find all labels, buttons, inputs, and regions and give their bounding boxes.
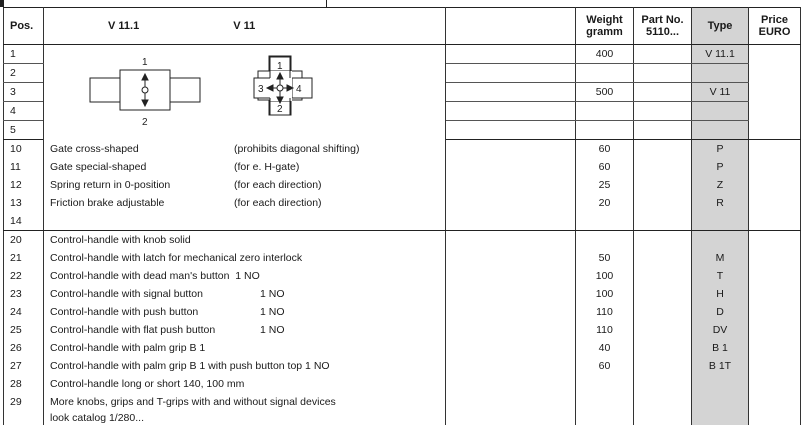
right-label-right: 4 bbox=[296, 84, 302, 95]
desc-cell bbox=[44, 176, 446, 194]
right-label-left: 3 bbox=[258, 84, 264, 95]
price-cell bbox=[749, 267, 801, 285]
pos-cell: 24 bbox=[4, 303, 44, 321]
contact-spec: 1 NO bbox=[260, 288, 285, 300]
desc-text: Control-handle with knob solid bbox=[50, 234, 191, 246]
price-cell bbox=[749, 393, 801, 411]
price-cell bbox=[749, 249, 801, 267]
weight-cell: 60 bbox=[576, 158, 634, 176]
price-cell bbox=[749, 64, 801, 83]
header-price bbox=[749, 8, 801, 45]
weight-cell: 400 bbox=[576, 45, 634, 64]
table-row bbox=[4, 158, 801, 176]
gate-diagram bbox=[50, 45, 440, 149]
table-row bbox=[4, 285, 801, 303]
part-cell bbox=[634, 212, 692, 231]
pos-cell: 11 bbox=[4, 158, 44, 176]
table-row bbox=[4, 267, 801, 285]
price-cell bbox=[749, 303, 801, 321]
part-cell bbox=[634, 267, 692, 285]
weight-cell bbox=[576, 121, 634, 140]
desc-cell bbox=[44, 249, 446, 267]
desc-cell bbox=[44, 321, 446, 339]
type-cell bbox=[692, 212, 749, 231]
desc-note: (for e. H-gate) bbox=[234, 161, 300, 173]
pos-cell: 22 bbox=[4, 267, 44, 285]
type-cell: B 1T bbox=[692, 357, 749, 375]
pos-cell: 5 bbox=[4, 121, 44, 140]
price-cell bbox=[749, 194, 801, 212]
type-cell: D bbox=[692, 303, 749, 321]
table-row bbox=[4, 45, 801, 64]
pos-cell bbox=[4, 411, 44, 425]
pos-cell: 26 bbox=[4, 339, 44, 357]
pos-cell: 25 bbox=[4, 321, 44, 339]
header-type: Type bbox=[692, 8, 749, 45]
header-pos: Pos. bbox=[4, 8, 44, 45]
pos-cell: 3 bbox=[4, 83, 44, 102]
part-cell bbox=[634, 45, 692, 64]
pos-cell: 21 bbox=[4, 249, 44, 267]
price-cell bbox=[749, 45, 801, 64]
type-cell bbox=[692, 375, 749, 393]
pos-cell: 4 bbox=[4, 102, 44, 121]
desc-note: (for each direction) bbox=[234, 197, 322, 209]
desc-cell bbox=[44, 194, 446, 212]
contact-spec: 1 NO bbox=[235, 270, 260, 282]
pos-cell: 28 bbox=[4, 375, 44, 393]
type-cell: R bbox=[692, 194, 749, 212]
desc-cell bbox=[44, 285, 446, 303]
weight-cell: 40 bbox=[576, 339, 634, 357]
desc-text: Spring return in 0-position bbox=[50, 179, 171, 191]
weight-cell: 500 bbox=[576, 83, 634, 102]
table-row bbox=[4, 393, 801, 411]
pos-cell: 1 bbox=[4, 45, 44, 64]
table-row bbox=[4, 321, 801, 339]
header-part-no bbox=[634, 8, 692, 45]
part-cell bbox=[634, 231, 692, 250]
header-part-line2: 5110... bbox=[645, 26, 680, 38]
part-cell bbox=[634, 158, 692, 176]
pos-cell: 29 bbox=[4, 393, 44, 411]
desc-cell bbox=[44, 357, 446, 375]
desc-text: More knobs, grips and T-grips with and without signal devices bbox=[50, 396, 336, 408]
price-cell bbox=[749, 121, 801, 140]
pos-cell: 20 bbox=[4, 231, 44, 250]
weight-cell: 50 bbox=[576, 249, 634, 267]
price-cell bbox=[749, 83, 801, 102]
weight-cell bbox=[576, 212, 634, 231]
header-model-v11: V 11 bbox=[233, 20, 256, 32]
header-row bbox=[4, 8, 801, 45]
weight-cell bbox=[576, 411, 634, 425]
part-cell bbox=[634, 194, 692, 212]
price-cell bbox=[749, 285, 801, 303]
header-models bbox=[44, 8, 446, 45]
type-cell: Z bbox=[692, 176, 749, 194]
part-cell bbox=[634, 303, 692, 321]
type-cell: P bbox=[692, 140, 749, 159]
header-price-line1: Price bbox=[761, 14, 788, 26]
contact-spec: 1 NO bbox=[260, 324, 285, 336]
part-cell bbox=[634, 176, 692, 194]
weight-cell bbox=[576, 102, 634, 121]
type-cell bbox=[692, 411, 749, 425]
weight-cell: 60 bbox=[576, 357, 634, 375]
type-cell: V 11.1 bbox=[692, 45, 749, 64]
right-label-top: 1 bbox=[277, 61, 283, 72]
table-row bbox=[4, 249, 801, 267]
weight-cell: 100 bbox=[576, 285, 634, 303]
desc-text: Control-handle with push button bbox=[50, 306, 199, 318]
pos-cell: 12 bbox=[4, 176, 44, 194]
pos-cell: 2 bbox=[4, 64, 44, 83]
table-row bbox=[4, 194, 801, 212]
type-cell: M bbox=[692, 249, 749, 267]
weight-cell: 110 bbox=[576, 321, 634, 339]
price-cell bbox=[749, 231, 801, 250]
header-price-line2: EURO bbox=[758, 26, 791, 38]
desc-text: Control-handle long or short 140, 100 mm bbox=[50, 378, 245, 390]
desc-cell bbox=[44, 267, 446, 285]
part-cell bbox=[634, 357, 692, 375]
part-cell bbox=[634, 321, 692, 339]
pos-cell: 14 bbox=[4, 212, 44, 231]
desc-cell bbox=[44, 393, 446, 411]
weight-cell bbox=[576, 231, 634, 250]
part-cell bbox=[634, 64, 692, 83]
header-blank bbox=[446, 8, 576, 45]
desc-cell bbox=[44, 158, 446, 176]
gate-diagram-cell bbox=[44, 45, 446, 140]
desc-text: Friction brake adjustable bbox=[50, 197, 165, 209]
type-cell: T bbox=[692, 267, 749, 285]
pos-cell: 10 bbox=[4, 140, 44, 159]
price-cell bbox=[749, 321, 801, 339]
table-row bbox=[4, 339, 801, 357]
desc-text: Control-handle with palm grip B 1 with push button top 1 NO bbox=[50, 360, 330, 372]
options-table bbox=[3, 7, 801, 425]
desc-cell bbox=[44, 231, 446, 250]
top-border-strip bbox=[0, 0, 802, 7]
type-cell: DV bbox=[692, 321, 749, 339]
left-label-top: 1 bbox=[142, 57, 148, 68]
type-cell bbox=[692, 231, 749, 250]
pos-cell: 27 bbox=[4, 357, 44, 375]
part-cell bbox=[634, 285, 692, 303]
header-model-v11-1: V 11.1 bbox=[108, 20, 140, 32]
desc-cell bbox=[44, 212, 446, 231]
table-row bbox=[4, 303, 801, 321]
weight-cell: 60 bbox=[576, 140, 634, 159]
pos-cell: 13 bbox=[4, 194, 44, 212]
weight-cell bbox=[576, 393, 634, 411]
type-cell: H bbox=[692, 285, 749, 303]
price-cell bbox=[749, 140, 801, 159]
table-row bbox=[4, 375, 801, 393]
weight-cell: 100 bbox=[576, 267, 634, 285]
header-weight bbox=[576, 8, 634, 45]
price-cell bbox=[749, 339, 801, 357]
price-cell bbox=[749, 357, 801, 375]
desc-text: Control-handle with palm grip B 1 bbox=[50, 342, 206, 354]
weight-cell bbox=[576, 375, 634, 393]
part-cell bbox=[634, 121, 692, 140]
table-row bbox=[4, 212, 801, 231]
desc-cell bbox=[44, 339, 446, 357]
desc-note: (prohibits diagonal shifting) bbox=[234, 142, 360, 155]
type-cell bbox=[692, 393, 749, 411]
left-label-bottom: 2 bbox=[142, 117, 148, 128]
price-cell bbox=[749, 102, 801, 121]
weight-cell: 110 bbox=[576, 303, 634, 321]
part-cell bbox=[634, 393, 692, 411]
type-cell bbox=[692, 102, 749, 121]
part-cell bbox=[634, 249, 692, 267]
right-label-bottom: 2 bbox=[277, 104, 283, 115]
header-weight-line1: Weight bbox=[586, 14, 623, 26]
desc-text: Control-handle with flat push button bbox=[50, 324, 216, 336]
type-cell bbox=[692, 121, 749, 140]
type-cell: V 11 bbox=[692, 83, 749, 102]
desc-text: Control-handle with signal button bbox=[50, 288, 203, 300]
type-cell: B 1 bbox=[692, 339, 749, 357]
weight-cell: 25 bbox=[576, 176, 634, 194]
price-cell bbox=[749, 212, 801, 231]
price-cell bbox=[749, 375, 801, 393]
part-cell bbox=[634, 411, 692, 425]
weight-cell bbox=[576, 64, 634, 83]
weight-cell: 20 bbox=[576, 194, 634, 212]
desc-cell bbox=[44, 375, 446, 393]
desc-text: Gate special-shaped bbox=[50, 161, 147, 173]
header-part-line1: Part No. bbox=[641, 14, 684, 26]
price-cell bbox=[749, 411, 801, 425]
desc-note: (for each direction) bbox=[234, 179, 322, 191]
table-row bbox=[4, 231, 801, 250]
desc-cell bbox=[44, 411, 446, 425]
table-row bbox=[4, 357, 801, 375]
price-cell bbox=[749, 158, 801, 176]
price-cell bbox=[749, 176, 801, 194]
type-cell bbox=[692, 64, 749, 83]
type-cell: P bbox=[692, 158, 749, 176]
desc-text: look catalog 1/280... bbox=[50, 412, 144, 424]
table-row bbox=[4, 176, 801, 194]
desc-cell bbox=[44, 303, 446, 321]
header-weight-line2: gramm bbox=[586, 26, 623, 38]
part-cell bbox=[634, 339, 692, 357]
desc-text: Control-handle with latch for mechanical zero interlock bbox=[50, 252, 303, 264]
table-row bbox=[4, 411, 801, 425]
desc-text: Gate cross-shaped bbox=[50, 142, 139, 155]
part-cell bbox=[634, 83, 692, 102]
pos-cell: 23 bbox=[4, 285, 44, 303]
part-cell bbox=[634, 140, 692, 159]
desc-text: Control-handle with dead man's button bbox=[50, 270, 230, 282]
contact-spec: 1 NO bbox=[260, 306, 285, 318]
part-cell bbox=[634, 375, 692, 393]
part-cell bbox=[634, 102, 692, 121]
